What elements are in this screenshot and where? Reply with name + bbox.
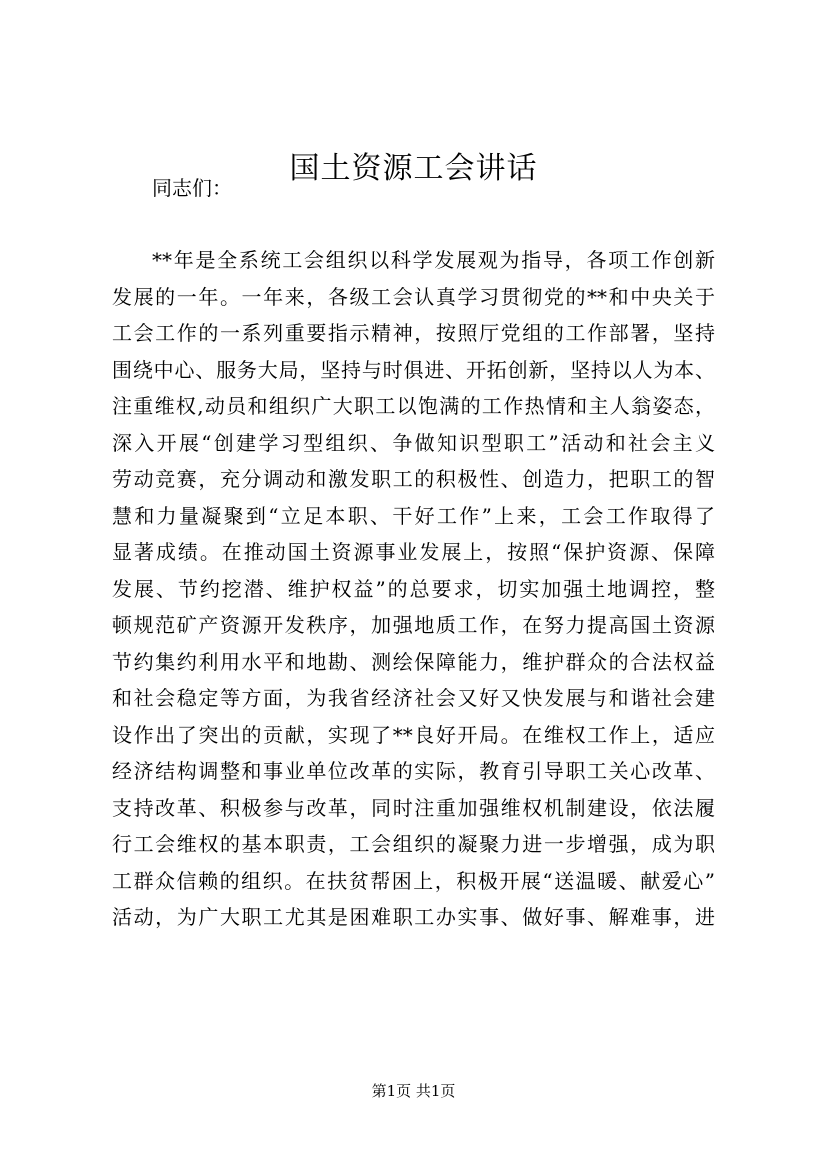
paragraph-line: 行工会维权的基本职责，工会组织的凝聚力进一步增强，成为职 bbox=[112, 832, 715, 856]
page-footer: 第1页 共1页 bbox=[371, 1082, 456, 1100]
paragraph-line: 设作出了突出的贡献，实现了**良好开局。在维权工作上，适应 bbox=[112, 722, 715, 747]
paragraph-line: 和社会稳定等方面，为我省经济社会又好又快发展与和谐社会建 bbox=[112, 686, 715, 710]
paragraph-line: 经济结构调整和事业单位改革的实际，教育引导职工关心改革、 bbox=[112, 759, 715, 783]
paragraph-line: 发展的一年。一年来，各级工会认真学习贯彻党的**和中央关于 bbox=[112, 284, 715, 309]
paragraph-line: 慧和力量凝聚到“立足本职、干好工作”上来，工会工作取得了 bbox=[112, 503, 715, 528]
paragraph-line: 顿规范矿产资源开发秩序，加强地质工作，在努力提高国土资源 bbox=[112, 613, 715, 637]
paragraph-line: **年是全系统工会组织以科学发展观为指导，各项工作创新 bbox=[152, 248, 715, 272]
body-paragraph bbox=[112, 242, 715, 936]
document-title: 国土资源工会讲话 bbox=[289, 151, 538, 186]
paragraph-line: 工群众信赖的组织。在扶贫帮困上，积极开展“送温暖、献爱心” bbox=[112, 868, 715, 893]
paragraph-line: 活动，为广大职工尤其是困难职工办实事、做好事、解难事，进 bbox=[112, 905, 715, 929]
salutation: 同志们： bbox=[152, 176, 232, 200]
paragraph-line: 注重维权,动员和组织广大职工以饱满的工作热情和主人翁姿态， bbox=[112, 394, 715, 418]
paragraph-line: 发展、节约挖潜、维护权益”的总要求，切实加强土地调控，整 bbox=[112, 576, 715, 601]
paragraph-line: 工会工作的一系列重要指示精神，按照厅党组的工作部署，坚持 bbox=[112, 321, 715, 345]
paragraph-line: 围绕中心、服务大局，坚持与时俱进、开拓创新，坚持以人为本、 bbox=[112, 357, 715, 382]
paragraph-line: 深入开展“创建学习型组织、争做知识型职工”活动和社会主义 bbox=[112, 430, 715, 455]
paragraph-line: 支持改革、积极参与改革，同时注重加强维权机制建设，依法履 bbox=[112, 795, 715, 820]
paragraph-line: 显著成绩。在推动国土资源事业发展上，按照“保护资源、保障 bbox=[112, 540, 715, 564]
paragraph-line: 劳动竞赛，充分调动和激发职工的积极性、创造力，把职工的智 bbox=[112, 467, 715, 491]
paragraph-line: 节约集约利用水平和地勘、测绘保障能力，维护群众的合法权益 bbox=[112, 649, 715, 674]
